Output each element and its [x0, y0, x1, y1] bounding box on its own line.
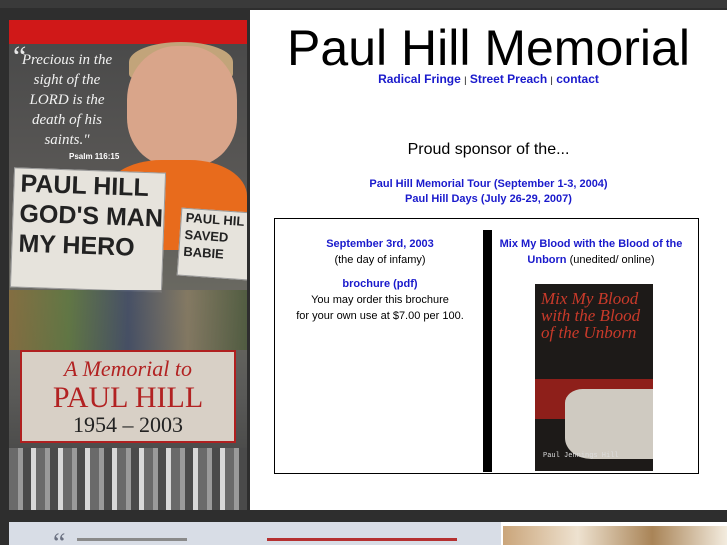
poster-memorial-name: PAUL HILL	[52, 381, 204, 414]
book-cover-author: Paul Jennings Hill	[543, 452, 619, 460]
sign-line: MY HERO	[17, 229, 136, 262]
book-cover-title: Mix My Blood with the Blood of the Unborn	[541, 289, 641, 342]
poster-bottom-crowd-photo	[9, 448, 247, 510]
sponsor-heading: Proud sponsor of the...	[407, 141, 570, 158]
poster-red-banner	[9, 20, 247, 44]
column-divider	[483, 230, 492, 472]
brochure-pdf-link[interactable]: brochure (pdf)	[342, 278, 418, 290]
order-text-line1: You may order this brochure	[311, 294, 449, 306]
sign-line: PAUL HILL	[20, 169, 150, 203]
sign-line: GOD'S MAN	[19, 199, 164, 233]
nav-separator: |	[464, 75, 467, 85]
memorial-tour-link[interactable]: Paul Hill Memorial Tour (September 1-3, 2004)	[369, 178, 608, 190]
top-navigation	[250, 72, 727, 86]
book-column	[496, 236, 686, 268]
book-cover-wall	[565, 389, 653, 459]
page-title: Paul Hill Memorial	[287, 20, 690, 76]
bottom-quote-mark: “	[53, 528, 66, 545]
sponsor-links	[250, 177, 727, 207]
bottom-banner-red-text-fragment	[267, 538, 457, 541]
poster-portrait-face	[127, 46, 237, 166]
sign-line: BABIE	[182, 243, 225, 262]
bottom-banner-text-fragment	[77, 538, 187, 541]
september-3rd-link[interactable]: September 3rd, 2003	[326, 238, 434, 250]
poster-memorial-dates: 1954 – 2003	[73, 412, 183, 437]
sign-line: SAVED	[184, 226, 229, 245]
poster-protest-sign-large	[10, 167, 166, 292]
order-text-line2: for your own use at $7.00 per 100.	[296, 310, 464, 322]
brochure-column	[276, 236, 484, 324]
poster-protest-sign-small	[177, 208, 247, 281]
memorial-poster-image	[9, 20, 247, 510]
main-content-panel	[250, 10, 727, 510]
book-note: (unedited/ online)	[569, 254, 655, 266]
bottom-banner-photo	[503, 526, 727, 545]
nav-link-street-preach[interactable]: Street Preach	[469, 72, 548, 86]
poster-quote-mark: “	[13, 40, 27, 73]
book-title-link[interactable]: Mix My Blood with the Blood of the Unborn	[499, 238, 683, 266]
poster-memorial-heading: A Memorial to	[64, 356, 192, 381]
book-cover-image[interactable]	[535, 284, 653, 471]
nav-separator: |	[550, 75, 553, 85]
poster-crowd-photo	[9, 290, 247, 350]
nav-link-contact[interactable]: contact	[556, 72, 599, 86]
top-frame-border	[0, 0, 727, 8]
nav-link-radical-fringe[interactable]: Radical Fringe	[378, 72, 461, 86]
date-note: (the day of infamy)	[334, 254, 426, 266]
bottom-banner-text-area	[9, 522, 501, 545]
sign-line: PAUL HIL	[185, 209, 245, 229]
bottom-banner-strip	[9, 522, 727, 545]
poster-scripture-citation: Psalm 116:15	[69, 152, 120, 161]
poster-memorial-panel	[20, 350, 236, 443]
paul-hill-days-link[interactable]: Paul Hill Days (July 26-29, 2007)	[405, 193, 572, 205]
poster-scripture-quote: Precious in the sight of the LORD is the death of his saints."	[21, 52, 113, 148]
